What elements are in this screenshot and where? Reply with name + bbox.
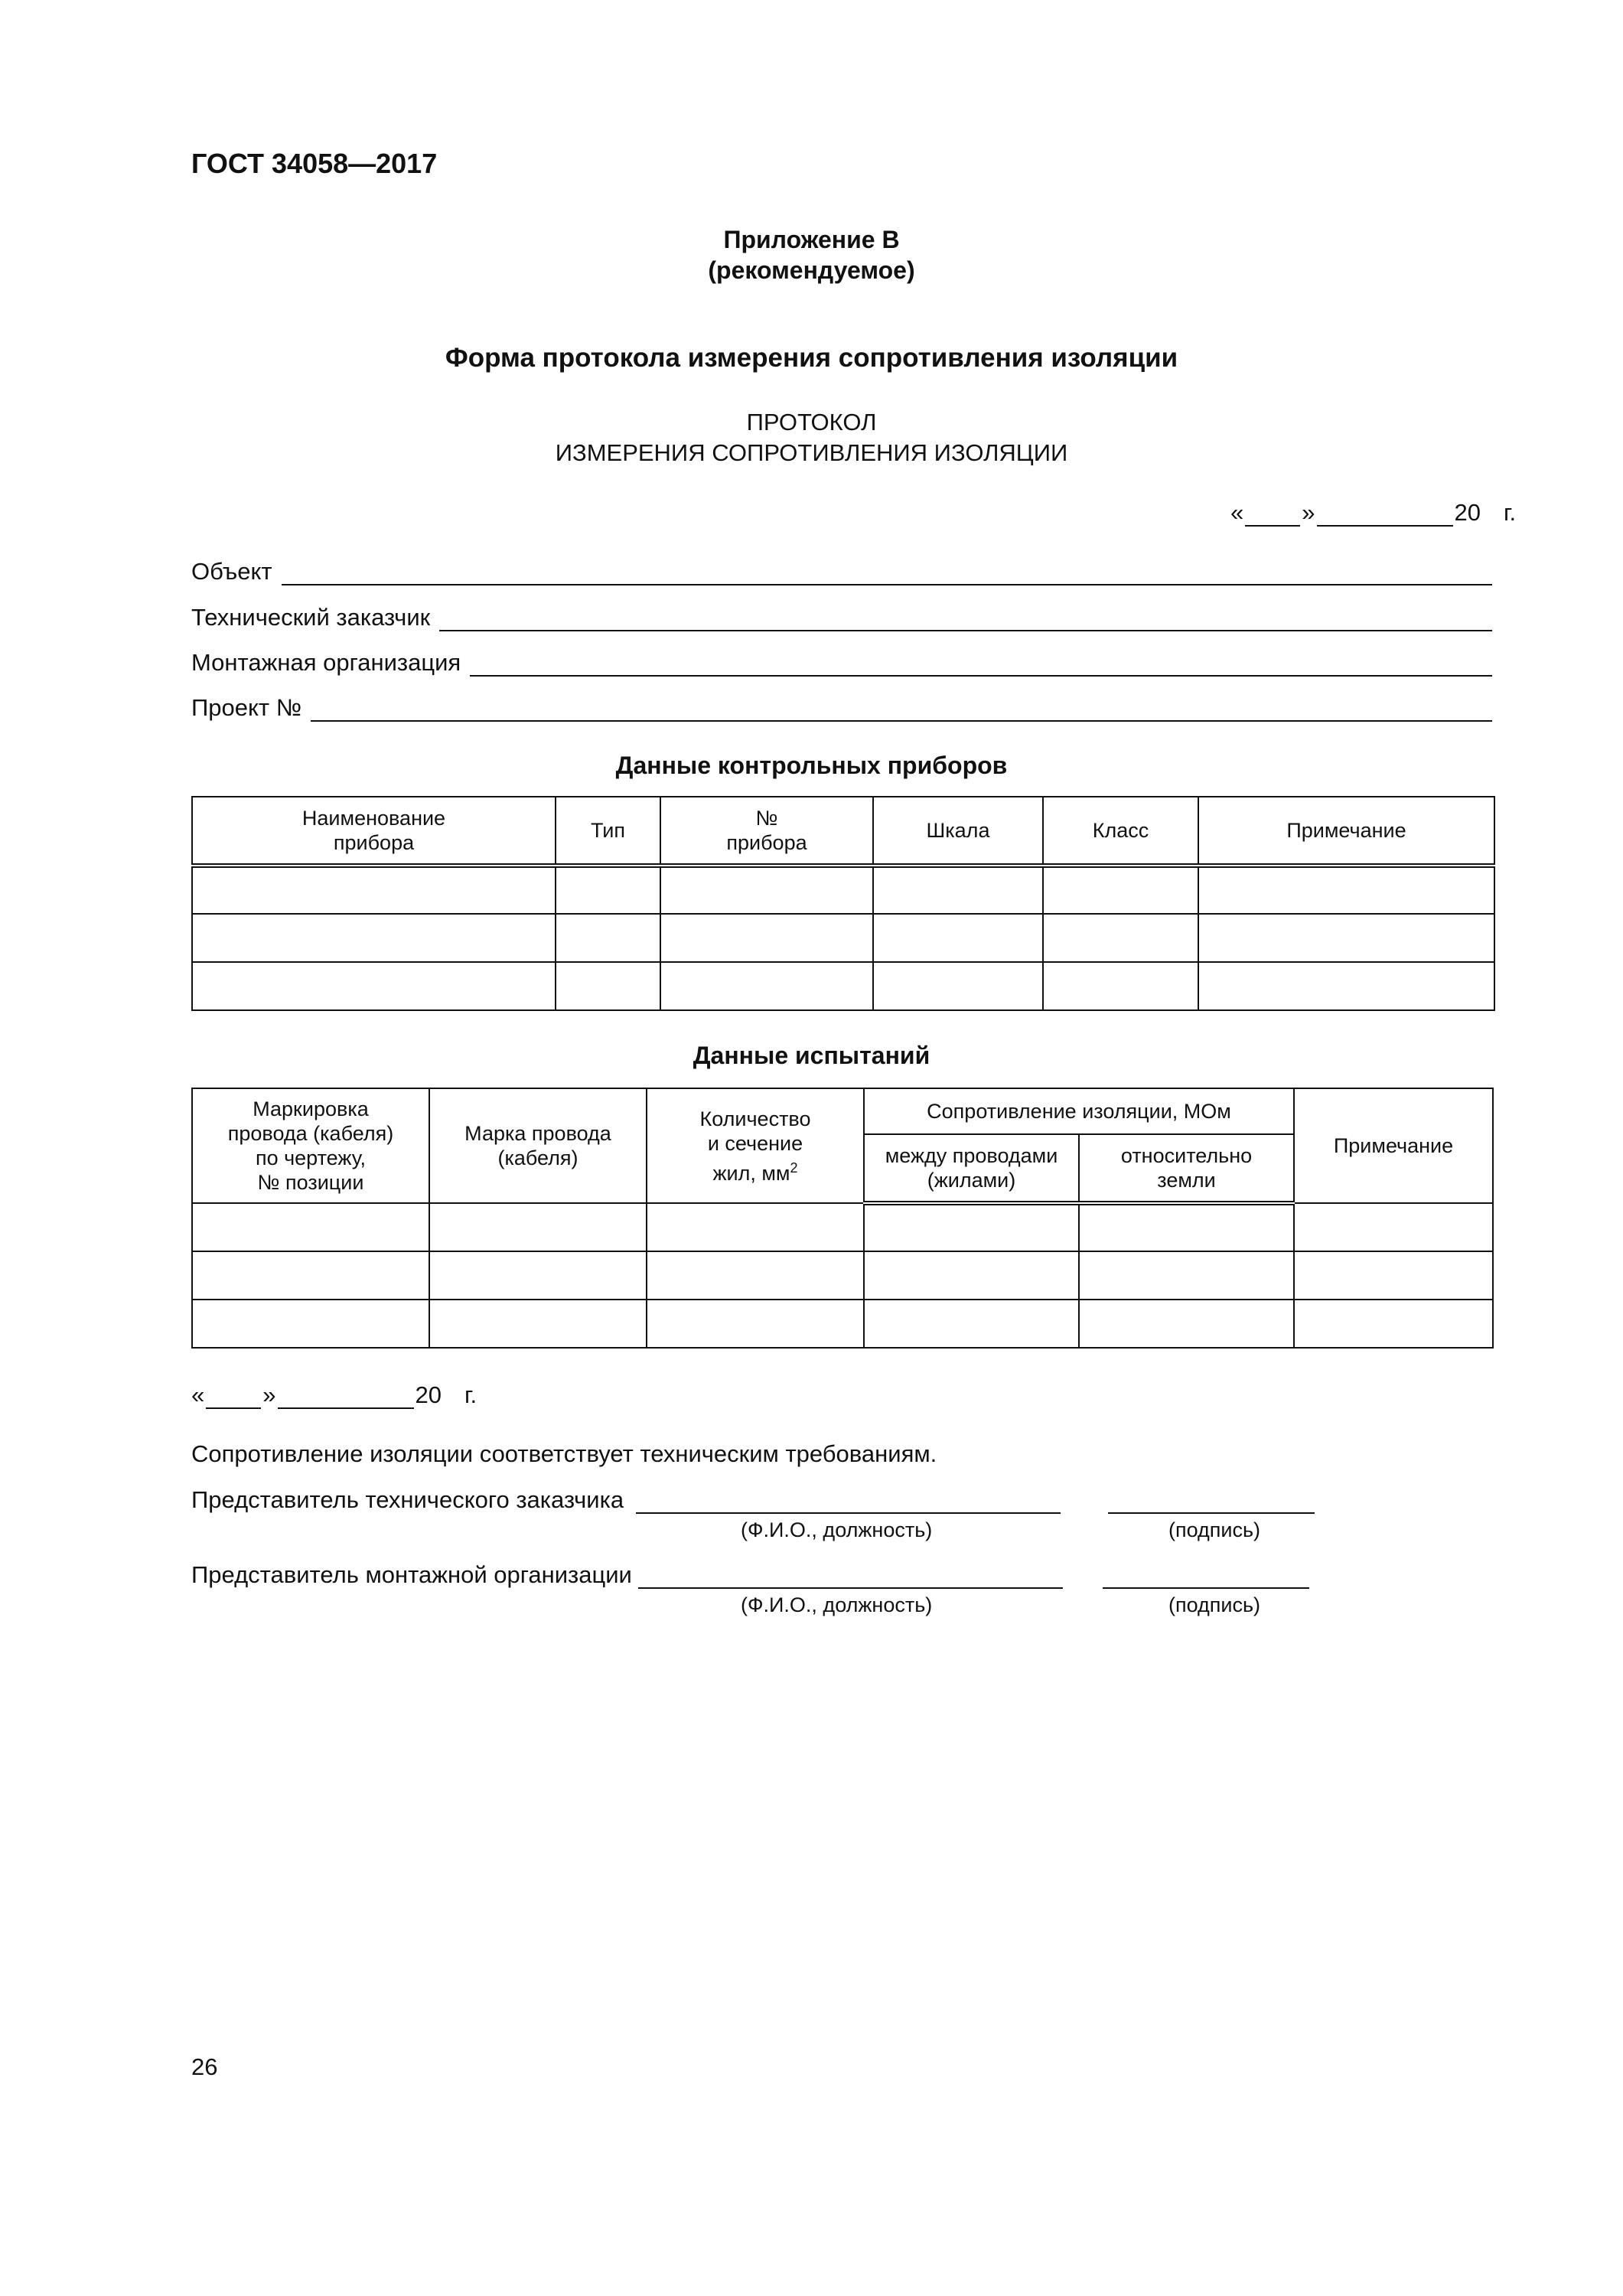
- installer-fio-line: [638, 1566, 1063, 1589]
- month-blank: [1317, 502, 1453, 527]
- date-open-quote: «: [191, 1381, 205, 1408]
- project-no-label: Проект №: [191, 694, 301, 721]
- protocol-line-2: ИЗМЕРЕНИЯ СОПРОТИВЛЕНИЯ ИЗОЛЯЦИИ: [555, 439, 1068, 466]
- customer-fio-caption: (Ф.И.О., должность): [741, 1518, 933, 1541]
- table-row: [192, 914, 1494, 962]
- installation-org-line: [470, 654, 1492, 677]
- instruments-table: [191, 796, 1495, 1011]
- protocol-line-1: ПРОТОКОЛ: [746, 409, 877, 435]
- appendix-status: (рекомендуемое): [708, 256, 915, 284]
- year-suffix: г.: [464, 1381, 477, 1408]
- year-suffix: г.: [1503, 499, 1517, 526]
- object-line: [282, 563, 1492, 585]
- protocol-heading: [0, 407, 1623, 468]
- project-no-field: [191, 694, 1492, 722]
- installer-rep-label: Представитель монтажной организации: [191, 1561, 632, 1588]
- tests-note-header: Примечание: [1294, 1088, 1493, 1203]
- object-label: Объект: [191, 558, 272, 585]
- year-gap: [1482, 504, 1502, 527]
- day-blank: [206, 1384, 261, 1409]
- installation-org-label: Монтажная организация: [191, 649, 461, 676]
- customer-signature-caption: (подпись): [1168, 1518, 1261, 1541]
- instrument-scale-header: Шкала: [873, 797, 1043, 866]
- instrument-type-header: Тип: [556, 797, 660, 866]
- table-row: [192, 1300, 1493, 1348]
- installer-signature-caption: (подпись): [1168, 1593, 1261, 1616]
- to-ground-header: относительно земли: [1079, 1134, 1294, 1203]
- month-blank: [278, 1384, 414, 1409]
- appendix-heading: [0, 224, 1623, 285]
- instrument-class-header: Класс: [1043, 797, 1198, 866]
- protocol-date: [1230, 499, 1516, 527]
- table-row: [192, 1251, 1493, 1300]
- day-blank: [1245, 502, 1300, 527]
- instrument-name-header: Наименование прибора: [192, 797, 556, 866]
- test-date: [191, 1381, 477, 1409]
- instrument-number-header: № прибора: [660, 797, 873, 866]
- tests-title: Данные испытаний: [693, 1042, 930, 1069]
- tests-table: [191, 1088, 1494, 1349]
- insulation-resistance-header: Сопротивление изоляции, МОм: [864, 1088, 1294, 1134]
- instrument-note-header: Примечание: [1198, 797, 1494, 866]
- page-number: 26: [191, 2053, 218, 2080]
- customer-rep-label: Представитель технического заказчика: [191, 1486, 624, 1513]
- technical-customer-line: [439, 608, 1492, 631]
- table-row: [192, 962, 1494, 1010]
- conclusion-text: Сопротивление изоляции соответствует техническим требованиям.: [191, 1440, 937, 1467]
- marking-header: Маркировка провода (кабеля) по чертежу, № позиции: [192, 1088, 429, 1203]
- date-close-quote: »: [1302, 499, 1315, 526]
- year-gap: [443, 1386, 463, 1409]
- installer-signature-row: [191, 1561, 1339, 1589]
- technical-customer-label: Технический заказчик: [191, 604, 431, 631]
- customer-fio-line: [636, 1491, 1061, 1514]
- date-open-quote: «: [1230, 499, 1244, 526]
- date-close-quote: »: [262, 1381, 276, 1408]
- object-field: [191, 558, 1492, 585]
- technical-customer-field: [191, 604, 1492, 631]
- installer-signature-line: [1103, 1566, 1309, 1589]
- table-row: [192, 1203, 1493, 1251]
- installer-fio-caption: (Ф.И.О., должность): [741, 1593, 933, 1616]
- tests-header-row-1: [192, 1088, 1493, 1134]
- appendix-title: Приложение В: [723, 226, 900, 253]
- cores-quantity-header: Количество и сечение жил, $мм^2$: [647, 1088, 864, 1203]
- installation-org-field: [191, 649, 1492, 677]
- form-title: Форма протокола измерения сопротивления изоляции: [445, 343, 1178, 373]
- instruments-title: Данные контрольных приборов: [615, 752, 1008, 779]
- customer-signature-row: [191, 1486, 1339, 1514]
- year-prefix: 20: [415, 1381, 442, 1408]
- project-no-line: [311, 699, 1492, 722]
- between-wires-header: между проводами (жилами): [864, 1134, 1079, 1203]
- standard-code: ГОСТ 34058—2017: [191, 148, 438, 179]
- instruments-header-row: [192, 797, 1494, 866]
- wire-brand-header: Марка провода (кабеля): [429, 1088, 647, 1203]
- table-row: [192, 866, 1494, 914]
- year-prefix: 20: [1454, 499, 1481, 526]
- customer-signature-line: [1108, 1491, 1315, 1514]
